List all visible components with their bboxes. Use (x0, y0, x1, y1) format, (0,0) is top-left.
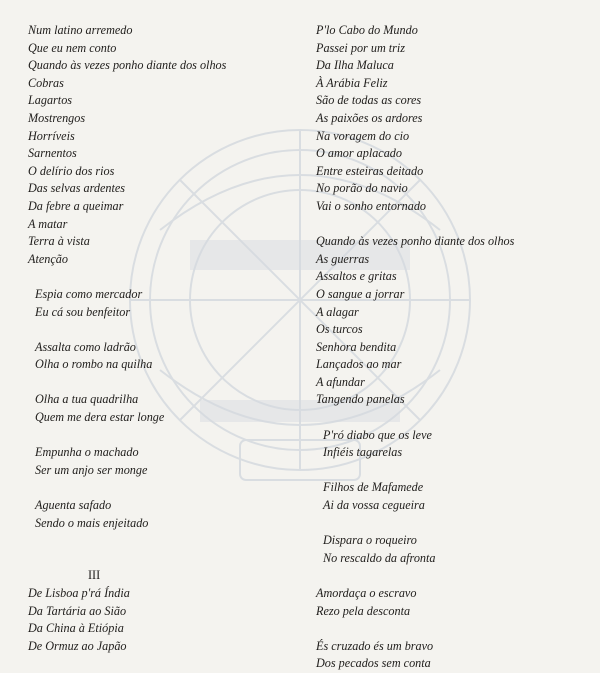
stanza-right-7 (316, 638, 584, 673)
verse-line: Da febre a queimar (28, 198, 124, 213)
verse-line: P'ró diabo que os leve (323, 427, 432, 442)
verse-line: Vai o sonho entornado (316, 198, 427, 213)
verse-line: Da Ilha Maluca (316, 58, 394, 73)
verse-line: Lançados ao mar (316, 357, 402, 372)
left-column (28, 22, 296, 655)
stanza-left-5 (28, 444, 296, 479)
verse-line: De Ormuz ao Japão (28, 638, 127, 653)
verse-line: Terra à vista (28, 234, 90, 249)
stanza-left-4 (28, 391, 296, 426)
stanza-left-3 (28, 339, 296, 374)
verse-line: Dos pecados sem conta (316, 656, 431, 671)
stanza-left-6 (28, 497, 296, 532)
verse-line: No rescaldo da afronta (323, 550, 436, 565)
verse-line: O amor aplacado (316, 146, 402, 161)
section-numeral: III (88, 568, 101, 583)
verse-line: Atenção (28, 251, 68, 266)
verse-line: Cobras (28, 75, 64, 90)
stanza-right-5 (316, 532, 584, 567)
verse-line: Rezo pela desconta (316, 603, 411, 618)
verse-line: Filhos de Mafamede (323, 480, 424, 495)
verse-line: No porão do navio (316, 181, 408, 196)
verse-line: Que eu nem conto (28, 40, 117, 55)
verse-line: Assaltos e gritas (316, 269, 397, 284)
right-column (316, 22, 584, 673)
verse-line: São de todas as cores (316, 93, 422, 108)
verse-line: A afundar (316, 374, 365, 389)
verse-line: Num latino arremedo (28, 23, 133, 37)
stanza-right-1 (316, 22, 584, 216)
verse-line: Assalta como ladrão (35, 339, 136, 354)
stanza-left-1 (28, 22, 296, 268)
verse-line: P'lo Cabo do Mundo (316, 23, 418, 37)
verse-line: Aguenta safado (35, 498, 112, 513)
verse-line: De Lisboa p'rá Índia (28, 586, 130, 600)
verse-line: Olha a tua quadrilha (35, 392, 139, 407)
verse-line: Da China à Etiópia (28, 621, 124, 636)
verse-line: Horríveis (28, 128, 75, 143)
verse-line: A alagar (316, 304, 359, 319)
verse-line: Na voragem do cio (316, 128, 410, 143)
verse-line: Senhora bendita (316, 339, 397, 354)
verse-line: As guerras (316, 251, 370, 266)
verse-line: Eu cá sou benfeitor (35, 304, 131, 319)
stanza-right-3 (316, 427, 584, 462)
verse-line: As paixões os ardores (316, 110, 423, 125)
verse-line: Dispara o roqueiro (323, 533, 417, 548)
verse-line: Infiéis tagarelas (323, 445, 403, 460)
verse-line: Das selvas ardentes (28, 181, 126, 196)
verse-line: Espia como mercador (35, 286, 143, 301)
verse-line: Quem me dera estar longe (35, 410, 165, 425)
verse-line: O sangue a jorrar (316, 286, 405, 301)
verse-line: Sarnentos (28, 146, 77, 161)
verse-line: À Arábia Feliz (316, 75, 388, 90)
verse-line: Ser um anjo ser monge (35, 462, 148, 477)
stanza-right-2 (316, 233, 584, 409)
verse-line: Mostrengos (28, 110, 86, 125)
verse-line: A matar (28, 216, 68, 231)
verse-line: Olha o rombo na quilha (35, 357, 153, 372)
verse-line: Quando às vezes ponho diante dos olhos (28, 58, 227, 73)
verse-line: Amordaça o escravo (316, 586, 417, 600)
verse-line: Entre esteiras deitado (316, 163, 424, 178)
verse-line: Da Tartária ao Sião (28, 603, 127, 618)
verse-line: Lagartos (28, 93, 73, 108)
verse-line: Ai da vossa cegueira (323, 498, 425, 513)
stanza-right-6 (316, 585, 584, 620)
verse-line: Sendo o mais enjeitado (35, 515, 149, 530)
stanza-right-4 (316, 479, 584, 514)
verse-line: Passei por um triz (316, 40, 406, 55)
verse-line: Empunha o machado (35, 445, 139, 460)
stanza-left-7 (28, 585, 296, 655)
verse-line: Quando às vezes ponho diante dos olhos (316, 234, 515, 249)
verse-line: Tangendo panelas (316, 392, 405, 407)
verse-line: Os turcos (316, 322, 363, 337)
verse-line: O delírio dos rios (28, 163, 115, 178)
stanza-left-2 (28, 286, 296, 321)
verse-line: És cruzado és um bravo (316, 638, 434, 653)
